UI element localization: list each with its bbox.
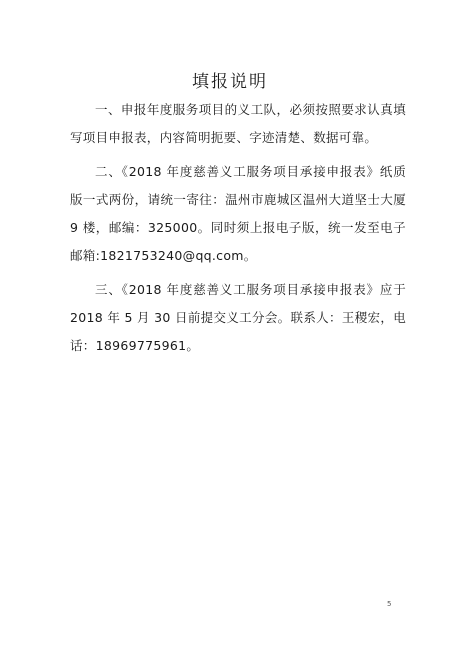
page-number: 5 [387,600,392,608]
paragraph-1: 一、申报年度服务项目的义工队，必须按照要求认真填写项目申报表，内容简明扼要、字迹清楚、数据可靠。 [70,102,406,145]
document-title: 填报说明 [192,72,268,93]
paragraph-3: 三、《2018 年度慈善义工服务项目承接申报表》应于 2018 年 5 月 30 日前提交义工分会。联系人：王稷宏，电话：18969775961。 [70,282,406,353]
document-body [70,96,406,366]
paragraph-2: 二、《2018 年度慈善义工服务项目承接申报表》纸质版一式两份，请统一寄往：温州市鹿城区温州大道坚士大厦 9 楼，邮编：325000。同时须上报电子版，统一发至电子邮箱:1821753240@qq.com。 [70,164,406,263]
